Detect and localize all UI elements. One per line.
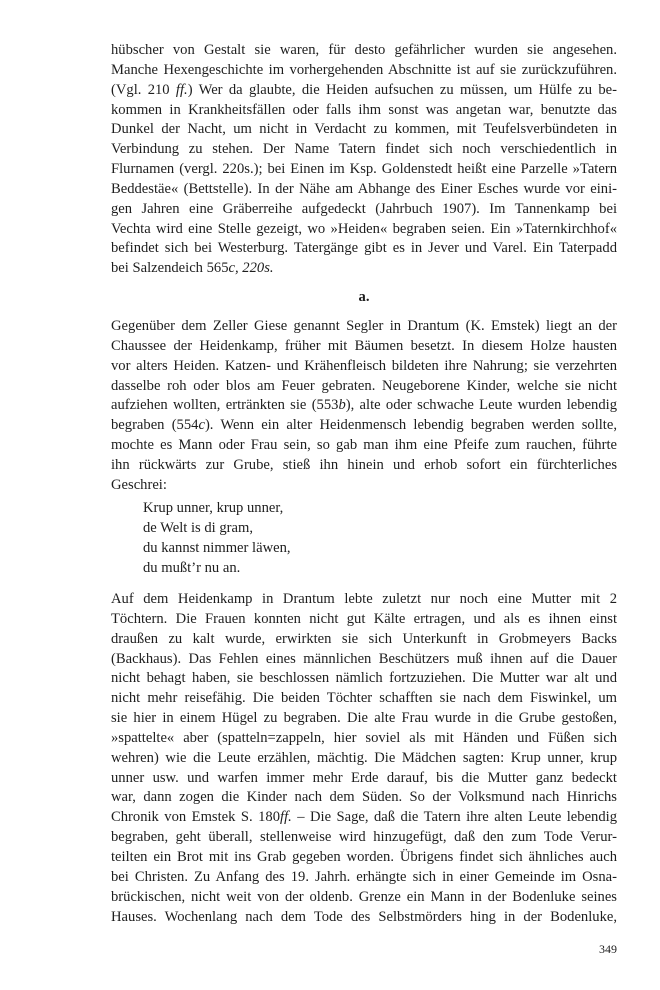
text-line: Flurnamen (vergl. 220s.); bei Einen im Ksp. Goldenstedt heißt eine Parzelle »Tatern [111, 161, 617, 178]
text-line: Verbindung zu stehen. Der Name Tatern findet sich noch verschiedentlich in [111, 141, 617, 158]
text-line: nicht mehr reisefähig. Die beiden Töchter schafften sie nach dem Fiswinkel, um [111, 690, 617, 707]
text-line: hübscher von Gestalt sie waren, für desto gefährlicher wurden sie angesehen. [111, 42, 617, 58]
text-line: Manche Hexengeschichte im vorhergehenden Abschnitte ist auf sie zurückzuführen. [111, 61, 617, 78]
text-line: dasselbe roh oder blos am Feuer gebraten. Neugeborene Kinder, welche sie nicht [111, 377, 617, 394]
text-line: »spattelte« aber (spatteln=zappeln, hier soviel als mit Händen und Füßen sich [111, 729, 617, 746]
paragraph-intro [111, 41, 617, 279]
text-line: (Backhaus). Das Fehlen eines männlichen Beschützers muß ihnen auf die Dauer [111, 650, 617, 667]
text-line: vor alters Heiden. Katzen- und Krähenfleisch bildeten ihre Nahrung; sie verzehrten [111, 357, 617, 374]
text-line: nicht behagt haben, sie beschlossen nämlich fortzuziehen. Die Mutter war alt und [111, 670, 617, 687]
verse-line: du kannst nimmer läwen, [143, 539, 291, 556]
paragraph-heidenkamp [111, 590, 617, 927]
text-line: Auf dem Heidenkamp in Drantum lebte zuletzt nur noch eine Mutter mit 2 [111, 591, 617, 607]
text-line: Beddestäe« (Bettstelle). In der Nähe am Abhange des Einer Esches wurde vor eini- [111, 180, 617, 197]
page-number: 349 [599, 942, 617, 956]
text-line: begraben (554c). Wenn ein alter Heidenmensch lebendig begraben werden sollte, [111, 417, 617, 434]
text-line: Chronik von Emstek S. 180ff. – Die Sage, daß die Tatern ihre alten Leute lebendig [111, 809, 618, 826]
text-line: war, dann zogen die Kinder nach dem Süden. So der Volksmund nach Hinrichs [111, 789, 617, 806]
text-line: teilten ein Brot mit ins Grab gegeben worden. Übrigens findet sich ähnliches auch [111, 848, 617, 865]
text-line: Vechta wird eine Stelle gezeigt, wo »Heiden« begraben seien. Ein »Taternkirchhof« [111, 220, 617, 237]
text-line: ihn rückwärts zur Grube, stieß ihn hinein und erhob sofort ein fürchterliches [111, 456, 617, 473]
verse-block [143, 499, 443, 578]
section-heading: a. [358, 289, 370, 305]
text-line: Töchtern. Die Frauen konnten nicht gut Kälte ertragen, und als es ihnen einst [111, 610, 617, 627]
verse-line: de Welt is di gram, [143, 519, 254, 536]
text-line: Dunkel der Nacht, um nicht in Verdacht zu kommen, mit Teufelsverbündeten in [111, 121, 617, 138]
text-line: (Vgl. 210 ff.) Wer da glaubte, die Heiden aufsuchen zu müssen, um Hülfe zu be- [111, 81, 617, 98]
text-line: wehren) wie die Leute erzählen, mächtig. Die Mädchen sagten: Krup unner, krup [111, 749, 617, 766]
text-line: unner usw. und warfen immer mehr Erde darauf, bis die Mutter ganz bedeckt [111, 769, 617, 786]
text-line: gen Jahren eine Gräberreihe aufgedeckt (Jahrbuch 1907). Im Tannenkamp bei [111, 200, 617, 217]
text-line: bei Christen. Zu Anfang des 19. Jahrh. erhängte sich in einer Gemeinde im Osna- [111, 868, 617, 885]
text-line: Hauses. Wochenlang nach dem Tode des Selbstmörders hing in der Bodenluke, [111, 908, 617, 925]
text-line: Geschrei: [111, 476, 167, 493]
text-line: befindet sich bei Westerburg. Tatergänge gibt es in Jever und Varel. Ein Taterpadd [111, 240, 617, 257]
text-line: kommen in Krankheitsfällen oder falls ihm sonst was angetan war, benutzte das [111, 101, 617, 118]
verse-line: Krup unner, krup unner, [143, 500, 284, 516]
text-line: brückischen, nicht weit von der oldenb. Grenze ein Mann in der Bodenluke seines [111, 888, 617, 905]
verse-line: du mußt’r nu an. [143, 559, 241, 576]
text-line: Chaussee der Heidenkamp, früher mit Bäumen besetzt. In diesem Holze hausten [111, 337, 617, 354]
text-line: begraben, geht überall, stellenweise wird hinzugefügt, daß den zum Tode Verur- [111, 829, 617, 846]
text-line: bei Salzendeich 565c, 220s. [111, 260, 274, 277]
text-line: aufziehen wollten, ertränkten sie (553b), alte oder schwache Leute wurden lebendig [111, 397, 617, 414]
paragraph-section-a [111, 317, 617, 496]
text-line: mochte es Mann oder Frau sein, so gab man ihm eine Pfeife zum rauchen, führte [111, 437, 617, 454]
text-line: Gegenüber dem Zeller Giese genannt Segler in Drantum (K. Emstek) liegt an der [111, 318, 617, 334]
text-line: sie hier in einem Hügel zu begraben. Die alte Frau wurde in die Grube gestoßen, [111, 710, 617, 727]
text-line: draußen zu kalt wurde, erwirkten sie sich Unterkunft in Grobmeyers Backs [111, 630, 617, 647]
